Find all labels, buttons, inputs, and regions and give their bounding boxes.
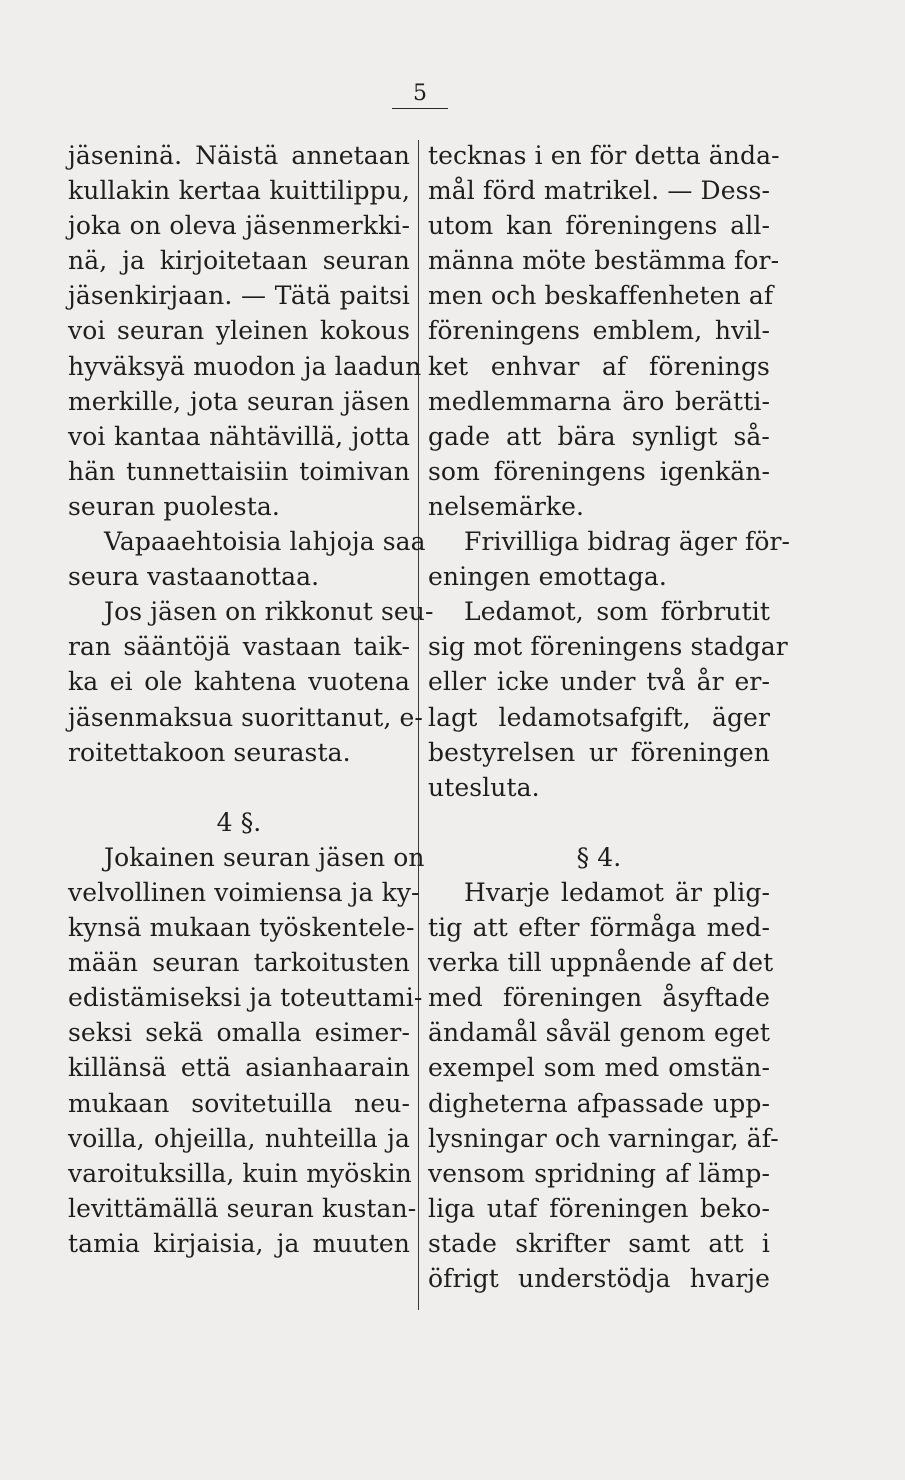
text-line: killänsä että asianhaarain xyxy=(68,1053,410,1083)
section-heading: 4 §. xyxy=(216,807,262,837)
text-line: ändamål såväl genom eget xyxy=(428,1018,770,1048)
text-line: gade att bära synligt så- xyxy=(428,421,770,451)
text-line: jäsenmaksua suorittanut, e- xyxy=(68,702,423,732)
text-line: Jos jäsen on rikkonut seu- xyxy=(104,597,434,627)
text-line: medlemmarna äro berätti- xyxy=(428,386,770,416)
text-line: Hvarje ledamot är plig- xyxy=(464,877,770,907)
page-number: 5 xyxy=(392,80,448,109)
text-line: med föreningen åsyftade xyxy=(428,983,770,1013)
text-line: kullakin kertaa kuittilippu, xyxy=(68,176,410,206)
text-line: varoituksilla, kuin myöskin xyxy=(68,1158,412,1188)
text-line: som föreningens igenkän- xyxy=(428,456,770,486)
text-line: jäsenkirjaan. — Tätä paitsi xyxy=(68,281,410,311)
text-line: edistämiseksi ja toteuttami- xyxy=(68,983,423,1013)
text-line: tig att efter förmåga med- xyxy=(428,913,770,943)
text-line: lagt ledamotsafgift, äger xyxy=(428,702,770,732)
text-line: nä, ja kirjoitetaan seuran xyxy=(68,246,410,276)
swedish-column xyxy=(428,138,791,1296)
text-line: Ledamot, som förbrutit xyxy=(464,597,770,627)
text-line: voi kantaa nähtävillä, jotta xyxy=(68,421,410,451)
text-line: velvollinen voimiensa ja ky- xyxy=(68,877,420,907)
text-line: ran sääntöjä vastaan taik- xyxy=(68,632,410,662)
text-line: föreningens emblem, hvil- xyxy=(428,316,770,346)
text-line: sig mot föreningens stadgar xyxy=(428,632,788,662)
text-line: eller icke under två år er- xyxy=(428,667,770,697)
text-line: mukaan sovitetuilla neu- xyxy=(68,1088,410,1118)
text-line: eningen emottaga. xyxy=(428,562,667,592)
section-heading: § 4. xyxy=(576,842,622,872)
text-line: lysningar och varningar, äf- xyxy=(428,1123,779,1153)
text-line: ka ei ole kahtena vuotena xyxy=(68,667,410,697)
finnish-column xyxy=(68,138,434,1261)
text-line: voilla, ohjeilla, nuhteilla ja xyxy=(68,1123,410,1153)
text-line: joka on oleva jäsenmerkki- xyxy=(68,211,410,241)
text-line: männa möte bestämma for- xyxy=(428,246,780,276)
text-line: digheterna afpassade upp- xyxy=(428,1088,770,1118)
text-line: Frivilliga bidrag äger för- xyxy=(464,527,791,557)
text-line: utom kan föreningens all- xyxy=(428,211,770,241)
text-line: tamia kirjaisia, ja muuten xyxy=(68,1228,410,1258)
text-line: men och beskaffenheten af xyxy=(428,281,774,311)
text-line: mål förd matrikel. — Dess- xyxy=(428,176,770,206)
text-line: Vapaaehtoisia lahjoja saa xyxy=(104,527,426,557)
text-line: ket enhvar af förenings xyxy=(428,351,770,381)
blank-line xyxy=(428,805,770,840)
text-line: hyväksyä muodon ja laadun xyxy=(68,351,422,381)
text-line: merkille, jota seuran jäsen xyxy=(68,386,410,416)
text-line: exempel som med omstän- xyxy=(428,1053,770,1083)
text-line: seksi sekä omalla esimer- xyxy=(68,1018,410,1048)
text-line: tecknas i en för detta ända- xyxy=(428,141,780,170)
text-line: mään seuran tarkoitusten xyxy=(68,948,410,978)
text-line: kynsä mukaan työskentele- xyxy=(68,913,415,943)
text-line: utesluta. xyxy=(428,772,540,802)
text-line: nelsemärke. xyxy=(428,491,585,521)
text-line: öfrigt understödja hvarje xyxy=(428,1264,770,1293)
text-line: stade skrifter samt att i xyxy=(428,1228,770,1258)
text-line: jäseninä. Näistä annetaan xyxy=(68,141,410,170)
text-line: verka till uppnående af det xyxy=(428,948,774,978)
text-line: seuran puolesta. xyxy=(68,491,280,521)
text-line: seura vastaanottaa. xyxy=(68,562,320,592)
blank-line xyxy=(68,770,410,805)
text-line: voi seuran yleinen kokous xyxy=(68,316,410,346)
text-line: hän tunnettaisiin toimivan xyxy=(68,456,410,486)
text-line: Jokainen seuran jäsen on xyxy=(104,842,425,872)
text-line: levittämällä seuran kustan- xyxy=(68,1193,417,1223)
text-line: liga utaf föreningen beko- xyxy=(428,1193,770,1223)
text-line: bestyrelsen ur föreningen xyxy=(428,737,770,767)
text-line: vensom spridning af lämp- xyxy=(428,1158,770,1188)
text-line: roitettakoon seurasta. xyxy=(68,737,351,767)
